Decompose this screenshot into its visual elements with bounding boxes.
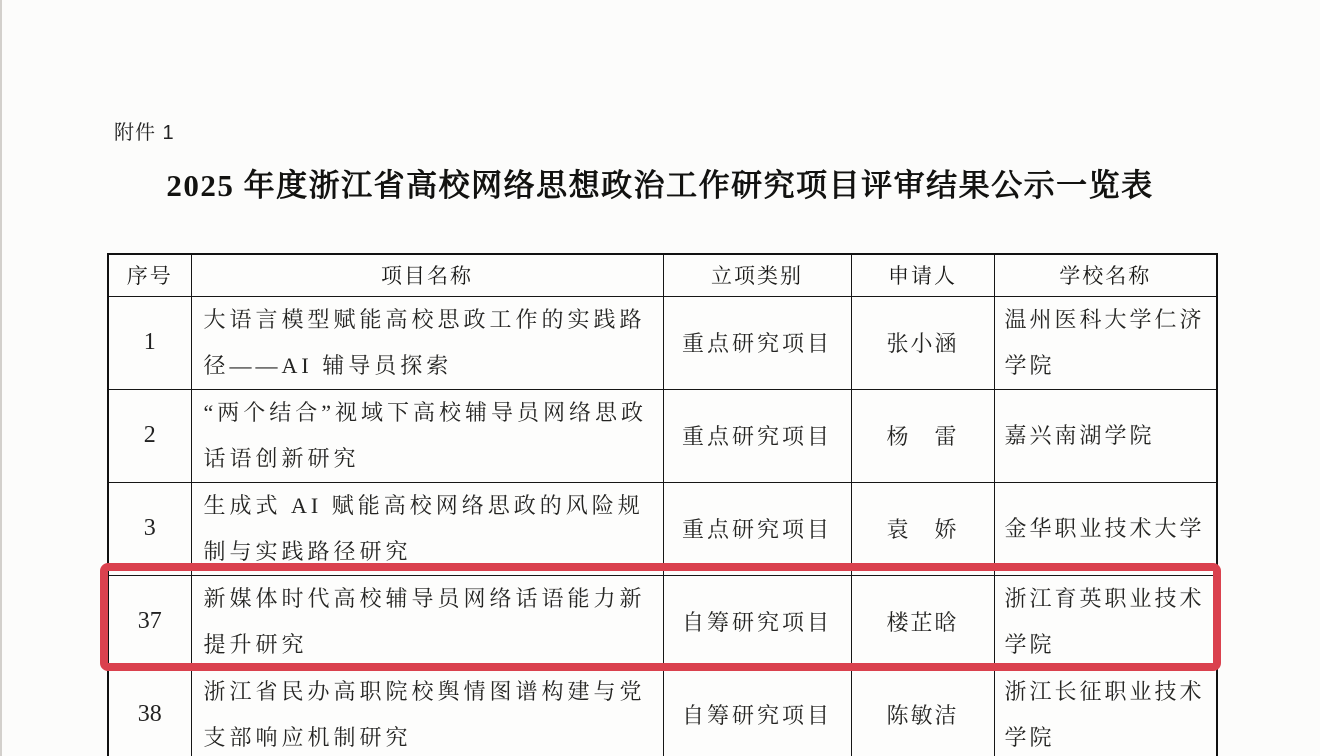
cell-applicant: 袁 娇 [851,482,994,575]
cell-school: 金华职业技术大学 [994,482,1217,575]
cell-serial: 1 [108,296,191,389]
results-table [107,253,1218,756]
cell-project-name: “两个结合”视域下高校辅导员网络思政话语创新研究 [191,389,663,482]
cell-project-name: 新媒体时代高校辅导员网络话语能力新提升研究 [191,575,663,668]
page-left-edge [0,0,2,756]
cell-serial: 3 [108,482,191,575]
cell-project-name: 大语言模型赋能高校思政工作的实践路径——AI 辅导员探索 [191,296,663,389]
cell-category: 重点研究项目 [663,482,851,575]
cell-school: 浙江长征职业技术学院 [994,668,1217,756]
cell-serial: 38 [108,668,191,756]
cell-school: 嘉兴南湖学院 [994,389,1217,482]
table-row [108,668,1217,756]
cell-applicant: 陈敏洁 [851,668,994,756]
cell-project-name: 浙江省民办高职院校舆情图谱构建与党支部响应机制研究 [191,668,663,756]
table-body [108,296,1217,756]
table-row [108,482,1217,575]
header-row [108,254,1217,296]
cell-school: 温州医科大学仁济学院 [994,296,1217,389]
cell-serial: 2 [108,389,191,482]
table-row [108,296,1217,389]
cell-project-name: 生成式 AI 赋能高校网络思政的风险规制与实践路径研究 [191,482,663,575]
cell-category: 自筹研究项目 [663,575,851,668]
col-header-school: 学校名称 [994,254,1217,296]
cell-applicant: 张小涵 [851,296,994,389]
attachment-label: 附件 1 [114,122,175,144]
cell-category: 重点研究项目 [663,296,851,389]
cell-serial: 37 [108,575,191,668]
cell-school: 浙江育英职业技术学院 [994,575,1217,668]
page-title: 2025 年度浙江省高校网络思想政治工作研究项目评审结果公示一览表 [166,168,1154,203]
table-header [108,254,1217,296]
col-header-applicant: 申请人 [851,254,994,296]
col-header-project-name: 项目名称 [191,254,663,296]
table-row [108,389,1217,482]
cell-applicant: 楼芷晗 [851,575,994,668]
col-header-category: 立项类别 [663,254,851,296]
cell-category: 重点研究项目 [663,389,851,482]
table-row-highlighted [108,575,1217,668]
cell-category: 自筹研究项目 [663,668,851,756]
cell-applicant: 杨 雷 [851,389,994,482]
col-header-serial: 序号 [108,254,191,296]
